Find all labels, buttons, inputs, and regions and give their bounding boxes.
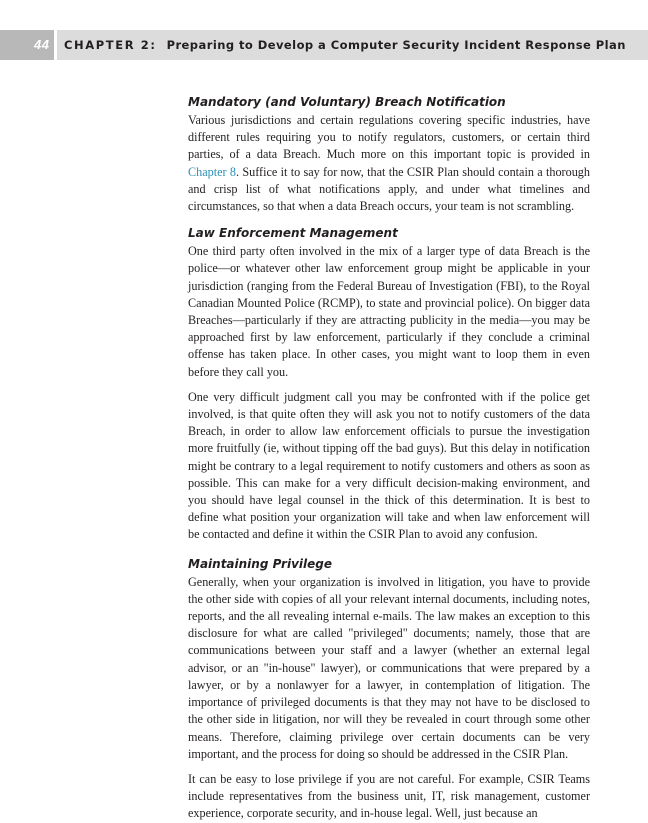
paragraph-text: Various jurisdictions and certain regulations covering specific industries, have different rules requiring you to notify regulators, customers, or certain third parties, of a data Breach. Much more on this important topic is provided in	[188, 113, 590, 162]
section-breach-notification	[188, 94, 590, 215]
section-maintaining-privilege	[188, 556, 590, 823]
section-heading: Mandatory (and Voluntary) Breach Notification	[188, 95, 506, 109]
section-heading: Law Enforcement Management	[188, 226, 398, 241]
section-heading: Maintaining Privilege	[188, 556, 332, 571]
page-number: 44	[34, 37, 50, 52]
chapter-title	[64, 38, 626, 52]
page-number-box	[0, 30, 57, 60]
page-body	[188, 94, 590, 823]
chapter-label: CHAPTER 2:	[64, 38, 157, 52]
paragraph: Generally, when your organization is involved in litigation, you have to provide the other side with copies of all your relevant internal documents, including notes, reports, and the all revealing internal e-mails. The law makes an exception to this disclosure for what are called "privileged" documents; namely, those that are communications between your staff and a lawyer (whether an external legal advisor, or an "in-house" lawyer), or communications that were prepared by a lawyer, or by a nonlawyer for a lawyer, in contemplation of litigation. The importance of privileged documents is that they may not have to be disclosed to the other side in litigation, nor will they be revealed in court through some other means. Therefore, claiming privilege over certain documents can be very important, and the process for doing so should be addressed in the CSIR Plan.	[188, 574, 590, 761]
paragraph	[188, 112, 590, 215]
paragraph: It can be easy to lose privilege if you are not careful. For example, CSIR Teams include representatives from the business unit, IT, risk management, customer experience, corporate security, and in-house legal. Well, just because an	[188, 771, 590, 821]
section-law-enforcement	[188, 225, 590, 543]
running-header	[0, 30, 648, 60]
paragraph-text: . Suffice it to say for now, that the CSIR Plan should contain a thorough and crisp list of what notifications apply, and under what timelines and circumstances, so that when a data Breach occurs, your team is not scrambling.	[188, 164, 590, 214]
paragraph: One very difficult judgment call you may be confronted with if the police get involved, is that quite often they will ask you not to notify customers of the data Breach, in order to allow law enforcement officials to pursue the investigation more fruitfully (ie, without tipping off the bad guys). But this delay in notification might be contrary to a legal requirement to notify customers and others as soon as possible. This can make for a very difficult decision-making environment, and you should have legal counsel in the thick of this determination. It is best to define what position your organization will take and when law enforcement will be contacted and define it within the CSIR Plan to avoid any confusion.	[188, 389, 590, 542]
chapter-8-link[interactable]: Chapter 8	[188, 164, 236, 179]
chapter-title-text: Preparing to Develop a Computer Security Incident Response Plan	[166, 38, 626, 52]
paragraph: One third party often involved in the mix of a larger type of data Breach is the police—or whatever other law enforcement group might be applicable in your jurisdiction (ranging from the Federal Bureau of Investigation (FBI), to the Royal Canadian Mounted Police (RCMP), to state and provincial police). On bigger data Breaches—particularly if they are attracting publicity in the media—you may be approached first by law enforcement, particularly if they conclude a criminal offense has taken place. In other cases, you might want to loop them in even before they call you.	[188, 244, 590, 379]
